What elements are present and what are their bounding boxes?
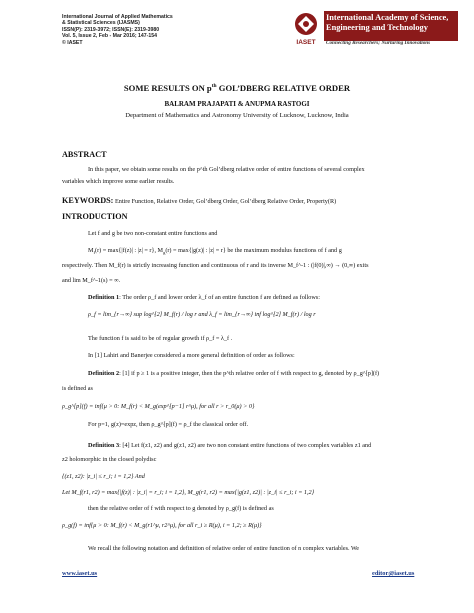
definition-2-formula: ρ_g^[p](f) = inf{μ > 0: M_f(r) < M_g(exp^[p−1] r^μ), for all r > r_0(μ) > 0} xyxy=(62,403,255,410)
definition-1: Definition 1: The order ρ_f and lower order λ_f of an entire function f are defined as follows: xyxy=(88,294,320,301)
logo-name-line1: International Academy of Science, xyxy=(326,13,449,22)
definition-3-formula: ρ_g(f) = inf{μ > 0: M_f(r) < M_g(r1^μ, r2^μ), for all r_i ≥ R(μ), i = 1,2; ≥ R(μ)} xyxy=(62,522,262,529)
logo-short: IASET xyxy=(296,39,316,46)
definition-label: Definition 1 xyxy=(88,294,120,301)
keywords-label: KEYWORDS: xyxy=(62,196,114,205)
keywords-text: Entire Function, Relative Order, Gol’dberg Order, Gol’dberg Relative Order, Property(R) xyxy=(113,198,337,205)
definition-3: Definition 3: [4] Let f(z1, z2) and g(z1, z2) are two non constant entire functions of two complex variables z1 and xyxy=(88,442,372,449)
definition-2: Definition 2: [1] if p ≥ 1 is a positive integer, then the p^th relative order of f with respect to g, denoted by ρ_g^[p](f) xyxy=(88,370,380,377)
journal-line: © IASET xyxy=(62,39,83,46)
polydisc-formula: {(z1, z2): |z_i| ≤ r_i; i = 1,2} And xyxy=(62,473,145,480)
lahiri-note: In [1] Lahiri and Banerjee considered a more general definition of order as follows: xyxy=(88,352,295,359)
journal-info xyxy=(62,14,173,46)
logo-tagline: Connecting Researchers; Nurturing Innovations xyxy=(326,40,431,46)
footer-email-link[interactable]: editor@iaset.us xyxy=(372,570,415,577)
logo-name xyxy=(326,13,458,34)
abstract-heading: ABSTRACT xyxy=(62,150,107,159)
paper-authors: BALRAM PRAJAPATI & ANUPMA RASTOGI xyxy=(164,100,310,108)
journal-line: International Journal of Applied Mathematics xyxy=(62,14,173,20)
intro-line: and lim M_f^-1(s) = ∞. xyxy=(62,277,121,284)
introduction-heading: INTRODUCTION xyxy=(62,212,128,221)
journal-line: Vol. 5, Issue 2, Feb - Mar 2016; 147-154 xyxy=(62,33,158,40)
title-post: GOL’DBERG RELATIVE ORDER xyxy=(216,83,351,93)
intro-line: respectively. Then M_f(r) is strictly increasing function and continuous of r and its inverse M_f^-1 : (|f(0)|,∞) → (0,∞) exits xyxy=(62,262,369,269)
title-pre: SOME RESULTS ON p xyxy=(123,83,212,93)
recall-line: We recall the following notation and definition of relative order of entire function of n complex variables. We xyxy=(88,545,360,552)
abstract-line2: variables which improve some earlier results. xyxy=(62,178,175,185)
definition-2-note: For p=1, g(z)=expz, then ρ_g^[p](f) = ρ_f the classical order off. xyxy=(88,421,249,428)
paper-title xyxy=(0,83,474,93)
keywords xyxy=(62,196,336,205)
definition-label: Definition 2 xyxy=(88,370,120,377)
title-sup: th xyxy=(211,83,217,90)
intro-max-modulus: $M_f(r) = \max\{|f(z)|$ : |z| = r}, $M_g(r) = \max\{|g(z)|$ : |z| = r} be the maximum modulus functions of f and g xyxy=(88,247,342,256)
logo-emblem-icon xyxy=(290,11,322,47)
regular-growth: The function f is said to be of regular growth if ρ_f = λ_f . xyxy=(88,335,233,342)
max-modulus-formula: Let M_f(r1, r2) = max{|f(z)| : |z_i| = r_i; i = 1,2}, M_g(r1, r2) = max{|g(z1, z2)| : |z_i| ≤ r_i; i = 1,2} xyxy=(62,489,315,496)
footer-website-link[interactable]: www.iaset.us xyxy=(62,570,98,577)
abstract-line1: In this paper, we obtain some results on the p^th Gol’dberg relative order of entire functions of several complex xyxy=(88,166,365,173)
paper-affiliation: Department of Mathematics and Astronomy University of Lucknow, Lucknow, India xyxy=(125,112,349,119)
iaset-logo xyxy=(290,11,458,49)
definition-2-line: is defined as xyxy=(62,385,93,392)
relative-order-line: then the relative order of f with respect to g denoted by ρ_g(f) is defined as xyxy=(88,505,274,512)
intro-line: Let f and g be two non-constant entire functions and xyxy=(88,230,218,237)
journal-line: & Statistical Sciences (IJASMS) xyxy=(62,20,140,27)
definition-3-line: z2 holomorphic in the closed polydisc xyxy=(62,456,157,463)
definition-label: Definition 3 xyxy=(88,442,120,449)
logo-name-line2: Engineering and Technology xyxy=(326,23,428,33)
journal-line: ISSN(P): 2319-3972; ISSN(E): 2319-3980 xyxy=(62,26,160,33)
definition-1-formula: ρ_f = lim_{r→∞} sup log^[2] M_f(r) / log r and λ_f = lim_{r→∞} inf log^[2] M_f(r) / log r xyxy=(88,311,316,318)
